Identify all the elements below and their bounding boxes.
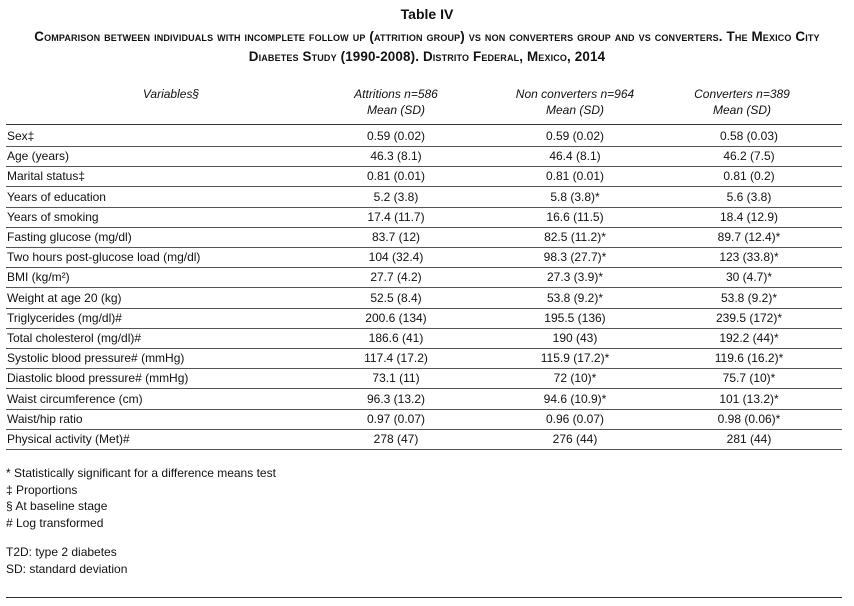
table-title: Table IV <box>400 6 454 22</box>
cell-converters: 30 (4.7)* <box>725 270 773 285</box>
header-attritions-stat: Mean (SD) <box>366 103 425 117</box>
abbreviation: T2D: type 2 diabetes <box>6 545 117 559</box>
cell-variable: Weight at age 20 (kg) <box>7 290 122 305</box>
header-variables-label: Variables§ <box>142 87 200 101</box>
cell-converters: 192.2 (44)* <box>719 331 779 345</box>
cell-non-converters: 98.3 (27.7)* <box>543 250 607 265</box>
cell-converters: 239.5 (172)* <box>715 310 783 325</box>
cell-converters: 89.7 (12.4)* <box>717 230 781 244</box>
cell-variable: Fasting glucose (mg/dl) <box>7 230 132 244</box>
cell-variable: Years of education <box>7 189 106 204</box>
cell-non-converters: 16.6 (11.5) <box>546 209 604 224</box>
table-row <box>6 368 842 389</box>
cell-attritions: 27.7 (4.2) <box>370 270 422 285</box>
cell-converters: 0.58 (0.03) <box>719 129 779 143</box>
cell-non-converters: 27.3 (3.9)* <box>546 270 604 285</box>
table-row <box>6 348 842 369</box>
cell-attritions: 46.3 (8.1) <box>370 149 422 164</box>
header-converters-n: Converters n=389 <box>694 87 790 101</box>
cell-variable: Systolic blood pressure# (mmHg) <box>7 351 185 366</box>
table-row <box>6 146 842 167</box>
footnote: ‡ Proportions <box>6 482 78 497</box>
cell-converters: 119.6 (16.2)* <box>714 351 784 366</box>
cell-variable: Waist circumference (cm) <box>7 391 143 406</box>
cell-non-converters: 276 (44) <box>552 432 598 446</box>
table-row <box>6 288 842 309</box>
cell-attritions: 52.5 (8.4) <box>370 290 422 305</box>
table-row <box>6 126 842 147</box>
cell-non-converters: 115.9 (17.2)* <box>540 351 610 366</box>
header-non-converters-n: Non converters n=964 <box>515 87 635 101</box>
cell-attritions: 0.81 (0.01) <box>366 169 426 184</box>
cell-variable: Physical activity (Met)# <box>7 432 130 446</box>
header-attritions <box>336 86 456 118</box>
table-row <box>6 308 842 329</box>
table-row <box>6 207 842 228</box>
cell-variable: Waist/hip ratio <box>7 411 83 426</box>
header-non-converters <box>505 86 645 118</box>
cell-variable: Years of smoking <box>7 209 99 224</box>
cell-non-converters: 0.59 (0.02) <box>545 129 605 143</box>
cell-attritions: 200.6 (134) <box>365 310 427 325</box>
cell-non-converters: 0.81 (0.01) <box>545 169 605 184</box>
header-converters <box>682 86 802 118</box>
cell-non-converters: 190 (43) <box>552 331 598 345</box>
cell-variable: Total cholesterol (mg/dl)# <box>7 331 142 345</box>
table-row <box>6 166 842 187</box>
table-row <box>6 187 842 208</box>
cell-non-converters: 53.8 (9.2)* <box>546 290 604 305</box>
cell-attritions: 117.4 (17.2) <box>364 351 428 366</box>
bottom-rule <box>6 597 842 598</box>
cell-non-converters: 0.96 (0.07) <box>545 411 605 426</box>
cell-attritions: 104 (32.4) <box>368 250 424 265</box>
cell-converters: 0.98 (0.06)* <box>717 411 781 426</box>
table-caption: Comparison between individuals with incomplete follow up (attrition group) vs non converters group and vs converters. The Mexico City Diabetes Study (1990-2008). Distrito Federal, Mexico, 2014 <box>34 29 820 64</box>
cell-attritions: 0.59 (0.02) <box>366 129 426 143</box>
cell-attritions: 17.4 (11.7) <box>367 209 425 224</box>
header-non-converters-stat: Mean (SD) <box>545 103 604 117</box>
cell-converters: 101 (13.2)* <box>719 391 779 406</box>
cell-variable: Two hours post-glucose load (mg/dl) <box>7 250 201 265</box>
table-row <box>6 328 842 349</box>
cell-variable: Marital status‡ <box>7 169 86 184</box>
header-attritions-n: Attritions n=586 <box>354 87 438 101</box>
cell-converters: 75.7 (10)* <box>722 371 776 386</box>
cell-non-converters: 5.8 (3.8)* <box>550 189 600 204</box>
cell-variable: BMI (kg/m²) <box>7 270 70 285</box>
cell-attritions: 73.1 (11) <box>372 371 420 386</box>
abbreviation: SD: standard deviation <box>6 562 128 576</box>
cell-attritions: 96.3 (13.2) <box>366 391 426 406</box>
cell-variable: Sex‡ <box>7 129 35 143</box>
cell-non-converters: 195.5 (136) <box>544 310 606 325</box>
table-row <box>6 429 842 450</box>
cell-attritions: 0.97 (0.07) <box>366 411 426 426</box>
cell-attritions: 186.6 (41) <box>368 331 424 345</box>
cell-variable: Age (years) <box>7 149 70 164</box>
cell-non-converters: 82.5 (11.2)* <box>544 230 606 244</box>
footnote: § At baseline stage <box>6 499 108 513</box>
cell-converters: 123 (33.8)* <box>719 250 779 265</box>
cell-converters: 53.8 (9.2)* <box>720 290 778 305</box>
header-converters-stat: Mean (SD) <box>712 103 771 117</box>
cell-variable: Diastolic blood pressure# (mmHg) <box>7 371 189 386</box>
header-divider <box>6 124 842 125</box>
table-row <box>6 389 842 410</box>
cell-non-converters: 72 (10)* <box>553 371 597 386</box>
cell-converters: 5.6 (3.8) <box>726 189 772 204</box>
cell-converters: 46.2 (7.5) <box>723 149 775 164</box>
cell-non-converters: 46.4 (8.1) <box>549 149 601 164</box>
cell-attritions: 278 (47) <box>373 432 419 446</box>
cell-variable: Triglycerides (mg/dl)# <box>7 310 122 325</box>
table-row <box>6 409 842 430</box>
table-row <box>6 247 842 268</box>
table-row <box>6 267 842 288</box>
cell-converters: 0.81 (0.2) <box>723 169 775 184</box>
header-variables <box>116 86 226 102</box>
footnote: * Statistically significant for a difference means test <box>6 466 276 480</box>
cell-non-converters: 94.6 (10.9)* <box>543 391 607 406</box>
footnote: # Log transformed <box>6 515 104 530</box>
cell-converters: 18.4 (12.9) <box>719 209 779 224</box>
table-row <box>6 227 842 248</box>
cell-attritions: 83.7 (12) <box>371 230 421 244</box>
cell-converters: 281 (44) <box>726 432 772 446</box>
cell-attritions: 5.2 (3.8) <box>373 189 419 204</box>
